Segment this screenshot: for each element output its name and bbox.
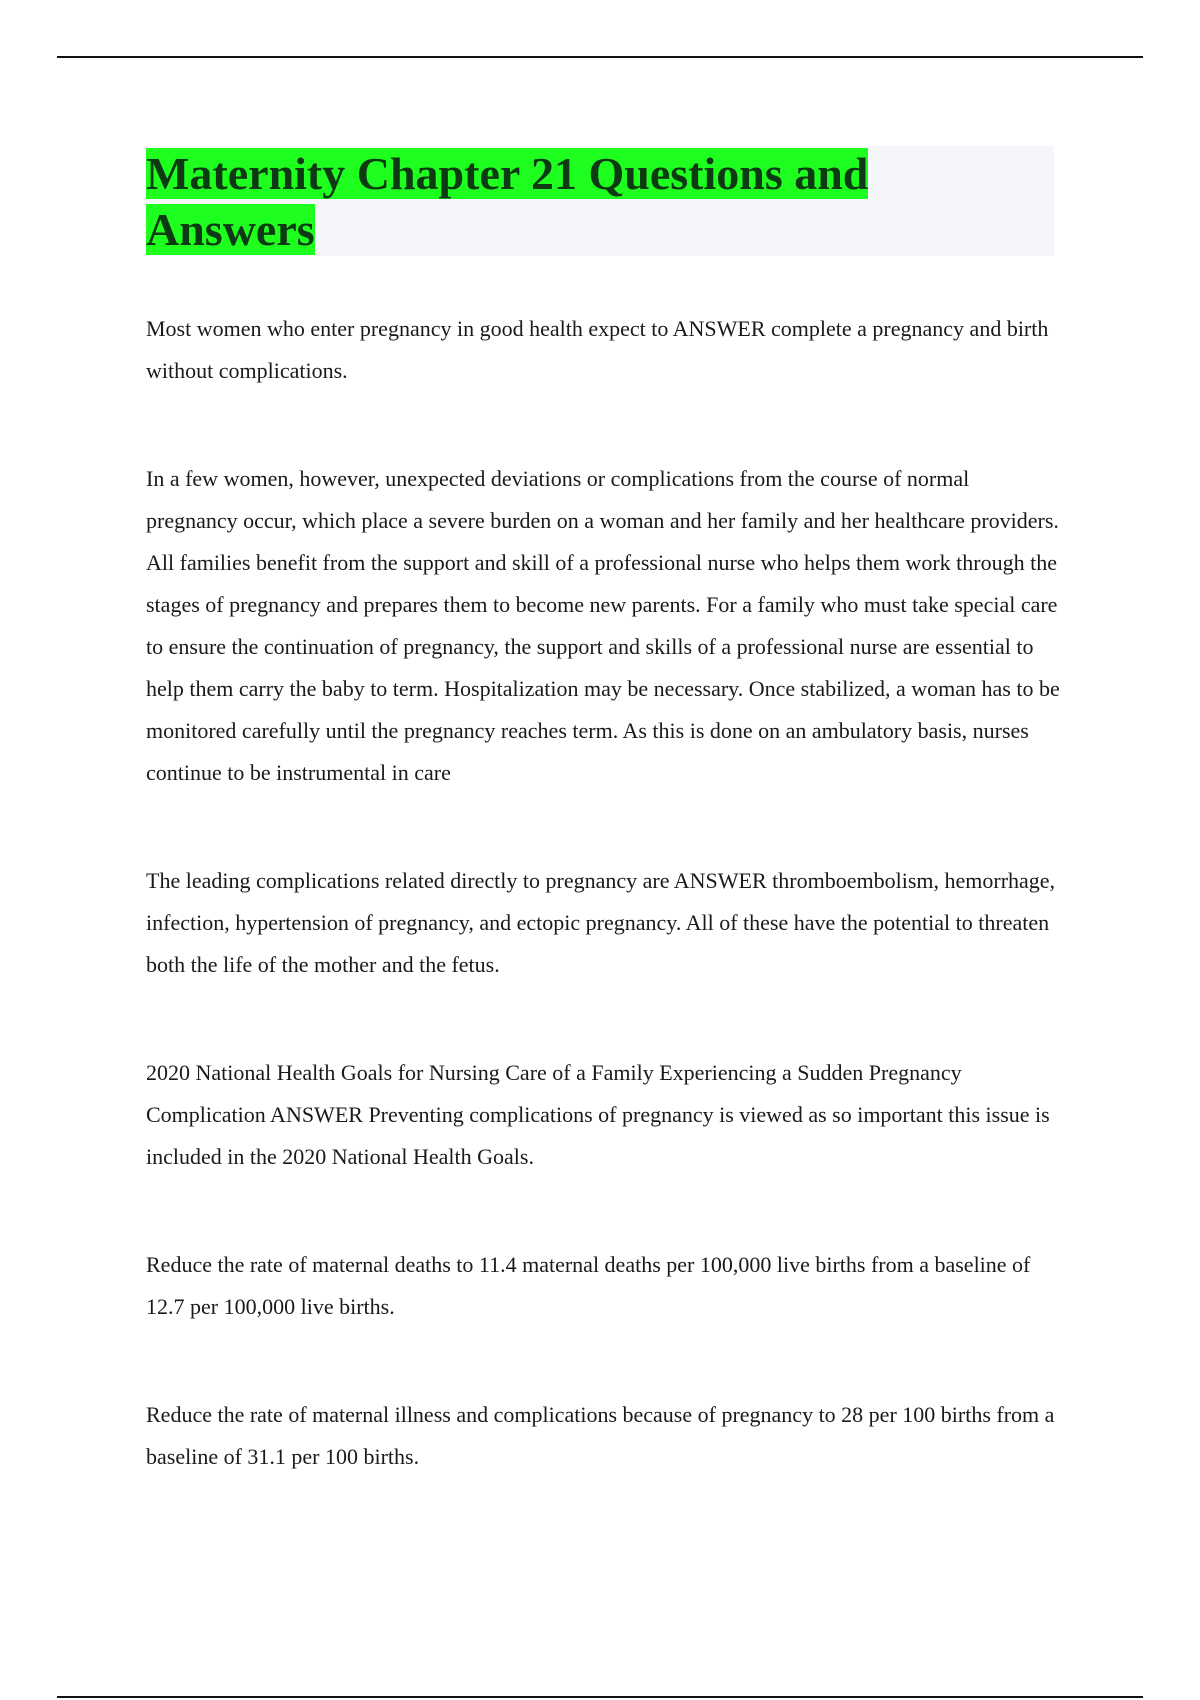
paragraph-3: The leading complications related directly to pregnancy are ANSWER thromboembolism, hemorrhage, infection, hypertension of pregnancy, and ectopic pregnancy. All of these have the potential to threaten both the life of the mother and the fetus. <box>146 868 1056 977</box>
document-body <box>146 308 1066 1478</box>
paragraph-2: In a few women, however, unexpected deviations or complications from the course of normal pregnancy occur, which place a severe burden on a woman and her family and her healthcare providers. All families benefit from the support and skill of a professional nurse who helps them work through the stages of pregnancy and prepares them to become new parents. For a family who must take special care to ensure the continuation of pregnancy, the support and skills of a professional nurse are essential to help them carry the baby to term. Hospitalization may be necessary. Once stabilized, a woman has to be monitored carefully until the pregnancy reaches term. As this is done on an ambulatory basis, nurses continue to be instrumental in care <box>146 466 1060 785</box>
page-bottom-rule <box>57 1696 1143 1698</box>
page-title <box>146 146 966 258</box>
title-block <box>146 146 1054 256</box>
paragraph-6: Reduce the rate of maternal illness and complications because of pregnancy to 28 per 100 births from a baseline of 31.1 per 100 births. <box>146 1402 1055 1469</box>
paragraph-5: Reduce the rate of maternal deaths to 11.4 maternal deaths per 100,000 live births from a baseline of 12.7 per 100,000 live births. <box>146 1252 1031 1319</box>
page-top-rule <box>57 56 1143 58</box>
paragraph-1: Most women who enter pregnancy in good health expect to ANSWER complete a pregnancy and birth without complications. <box>146 316 1049 383</box>
paragraph-4: 2020 National Health Goals for Nursing Care of a Family Experiencing a Sudden Pregnancy Complication ANSWER Preventing complications of pregnancy is viewed as so important this issue is included in the 2020 National Health Goals. <box>146 1060 1050 1169</box>
page-title-text: Maternity Chapter 21 Questions and Answers <box>146 148 869 255</box>
